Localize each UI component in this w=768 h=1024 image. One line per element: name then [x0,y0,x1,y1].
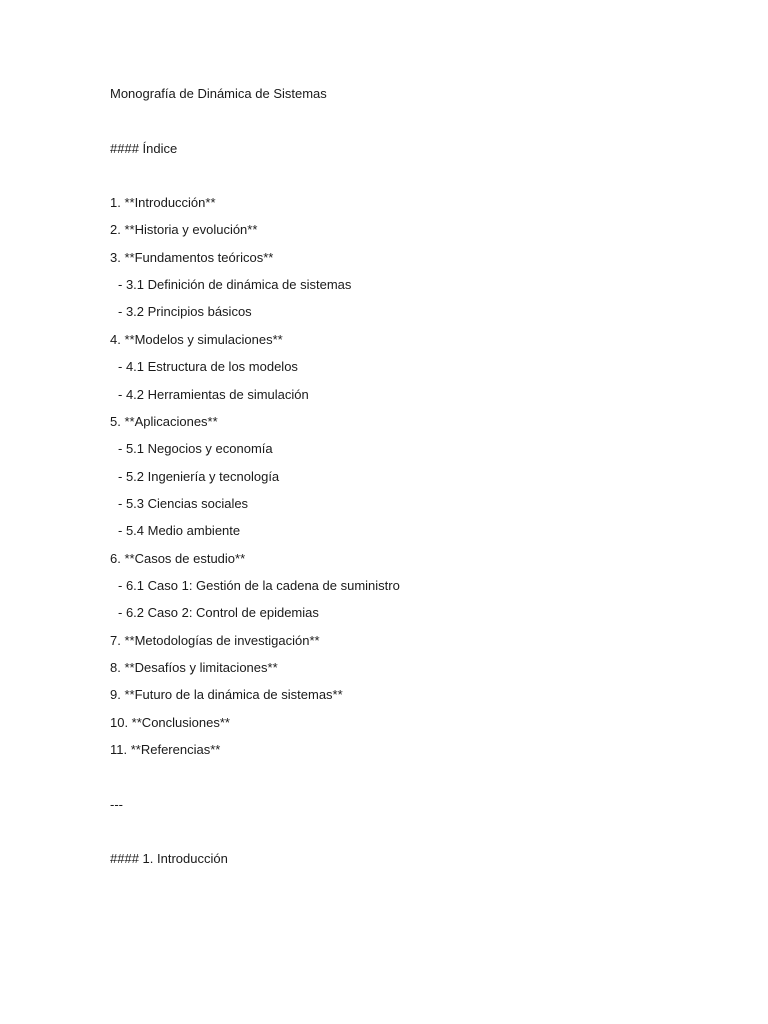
toc-item: 3. **Fundamentos teóricos** [110,250,274,265]
toc-item: 9. **Futuro de la dinámica de sistemas** [110,687,343,702]
toc-item: 6. **Casos de estudio** [110,551,246,566]
separator: --- [110,797,123,812]
toc-item: 2. **Historia y evolución** [110,222,258,237]
section-heading: #### 1. Introducción [110,851,228,866]
toc-subitem: - 5.1 Negocios y economía [118,441,273,456]
toc-subitem: - 6.2 Caso 2: Control de epidemias [118,605,319,620]
toc-item: 8. **Desafíos y limitaciones** [110,660,278,675]
toc-subitem: - 3.1 Definición de dinámica de sistemas [118,277,352,292]
toc-subitem: - 4.1 Estructura de los modelos [118,359,298,374]
toc-subitem: - 4.2 Herramientas de simulación [118,387,309,402]
toc-item: 1. **Introducción** [110,195,216,210]
toc-item: 4. **Modelos y simulaciones** [110,332,283,347]
toc-item: 7. **Metodologías de investigación** [110,633,320,648]
toc-subitem: - 5.3 Ciencias sociales [118,496,249,511]
toc-subitem: - 5.4 Medio ambiente [118,523,241,538]
document-title: Monografía de Dinámica de Sistemas [110,86,327,101]
toc-item: 11. **Referencias** [110,742,221,757]
toc-item: 10. **Conclusiones** [110,715,230,730]
index-heading: #### Índice [110,141,178,156]
toc-item: 5. **Aplicaciones** [110,414,218,429]
toc-subitem: - 6.1 Caso 1: Gestión de la cadena de suministro [118,578,400,593]
toc-subitem: - 3.2 Principios básicos [118,304,252,319]
toc-subitem: - 5.2 Ingeniería y tecnología [118,469,280,484]
